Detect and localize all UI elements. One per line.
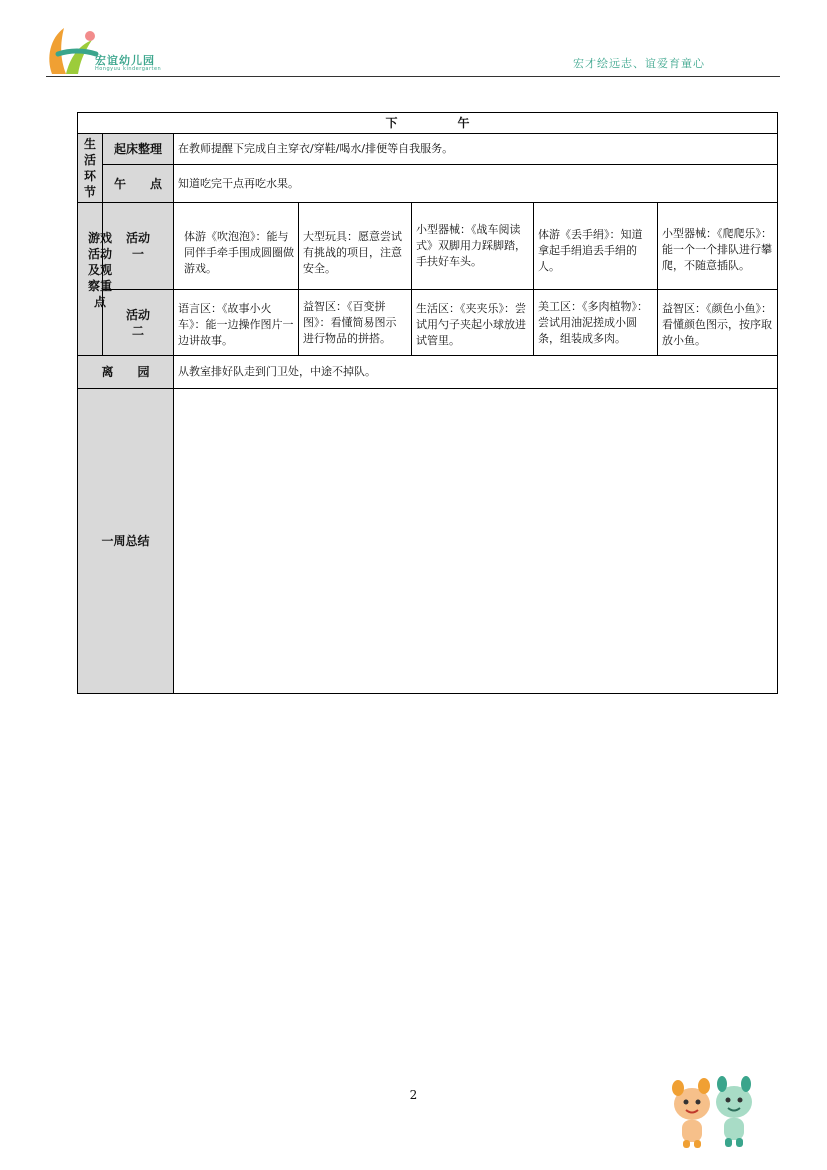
activity2-cell: 益智区：《百变拼图》：看懂简易图示进行物品的拼搭。 [299, 290, 412, 356]
table-row [78, 165, 778, 203]
table-row [78, 290, 778, 356]
table-row [78, 134, 778, 165]
mascot-characters-icon [666, 1074, 762, 1150]
activity1-cell: 大型玩具：愿意尝试有挑战的项目，注意安全。 [299, 203, 412, 290]
activity1-cell: 小型器械：《战车阅读式》双脚用力踩脚踏，手扶好车头。 [412, 203, 534, 290]
activity2-cell: 益智区：《颜色小鱼》：看懂颜色图示，按序取放小鱼。 [658, 290, 778, 356]
period-title: 下 午 [78, 113, 778, 134]
afternoon-plan-table [77, 112, 778, 694]
leave-label: 离 园 [78, 356, 174, 389]
table-row [78, 203, 778, 290]
activity1-cell: 小型器械：《爬爬乐》：能一个一个排队进行攀爬，不随意插队。 [658, 203, 778, 290]
leave-content: 从教室排好队走到门卫处，中途不掉队。 [174, 356, 778, 389]
life-section-label: 生 活 环 节 [78, 134, 103, 203]
snack-content: 知道吃完干点再吃水果。 [174, 165, 778, 203]
logo-subtext: Hongyuu kindergarten [95, 66, 162, 72]
table-row [78, 356, 778, 389]
table-header-row [78, 113, 778, 134]
table-row [78, 389, 778, 694]
activity2-cell: 美工区：《多肉植物》：尝试用油泥搓成小圆条，组装成多肉。 [534, 290, 658, 356]
activity1-cell: 体游《吹泡泡》：能与同伴手牵手围成圆圈做游戏。 [174, 203, 299, 290]
wakeup-content: 在教师提醒下完成自主穿衣/穿鞋/喝水/排便等自我服务。 [174, 134, 778, 165]
activity2-cell: 语言区：《故事小火车》：能一边操作图片一边讲故事。 [174, 290, 299, 356]
wakeup-label: 起床整理 [103, 134, 174, 165]
activity1-label: 活动 一 [103, 203, 174, 290]
activity2-label: 活动 二 [103, 290, 174, 356]
page-header [0, 0, 827, 80]
header-divider [46, 76, 780, 77]
page-number: 2 [409, 1088, 418, 1102]
logo-text: 宏谊幼儿园 [95, 54, 155, 67]
games-section-label-text: 游戏 活动 及观 察重 点 [87, 231, 112, 309]
activity2-cell: 生活区：《夹夹乐》：尝试用勺子夹起小球放进试管里。 [412, 290, 534, 356]
summary-content [174, 389, 778, 694]
snack-label: 午 点 [103, 165, 174, 203]
header-slogan: 宏才绘远志、谊爱育童心 [573, 57, 705, 70]
summary-label: 一周总结 [78, 389, 174, 694]
activity1-cell: 体游《丢手绢》：知道拿起手绢追丢手绢的人。 [534, 203, 658, 290]
